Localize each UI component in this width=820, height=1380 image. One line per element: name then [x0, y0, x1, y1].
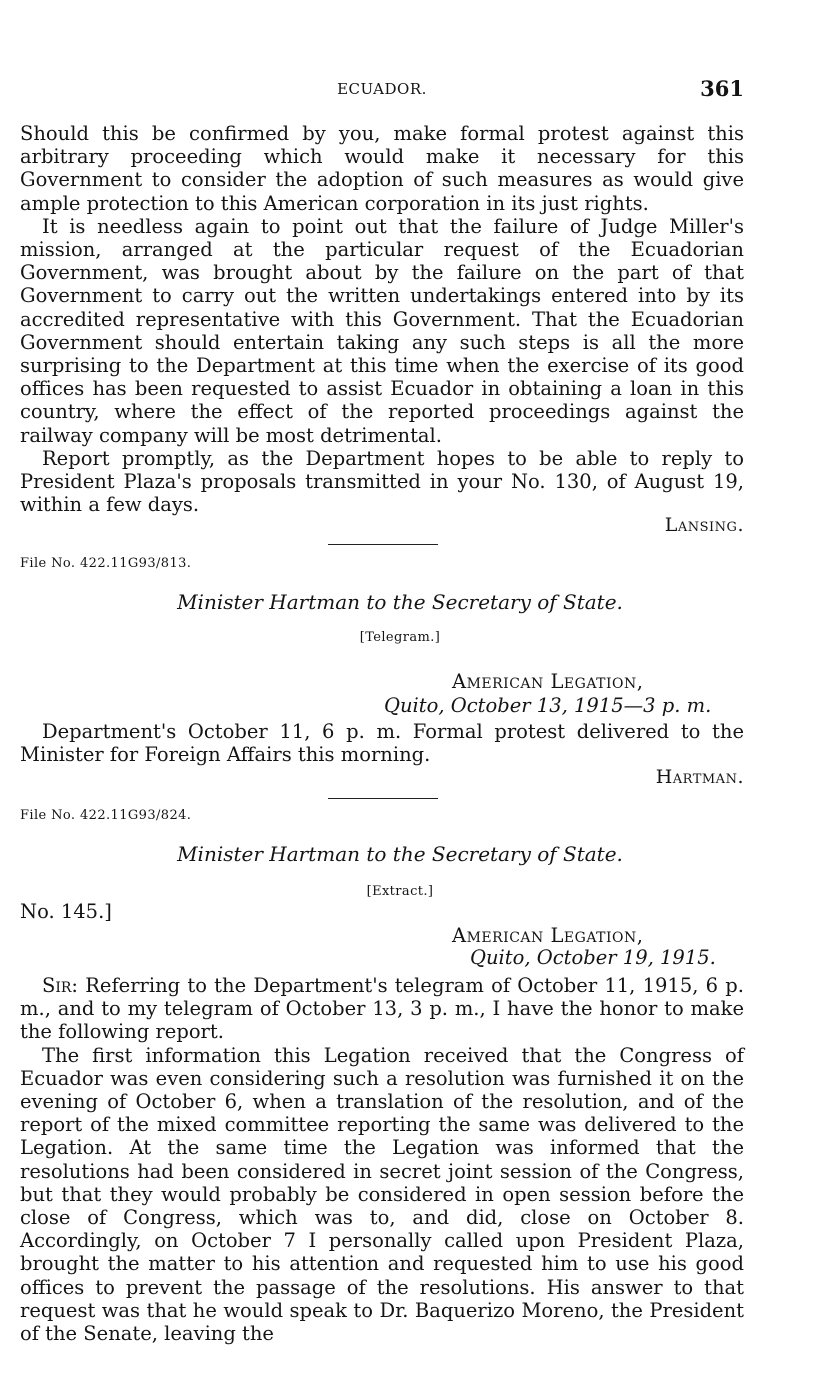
location-line: American Legation,: [452, 924, 644, 947]
file-number: File No. 422.11G93/824.: [20, 808, 192, 823]
document-title: Minister Hartman to the Secretary of State.: [177, 590, 623, 614]
divider: [328, 798, 438, 799]
paragraph: Report promptly, as the Department hopes to be able to reply to President Plaza's proposals transmitted in your No. 130, of August 19, within a few days.: [20, 446, 744, 517]
divider: [328, 544, 438, 545]
letter-continuation: [20, 122, 744, 516]
signature: Hartman.: [655, 766, 744, 788]
running-head: ECUADOR.: [337, 80, 427, 98]
page-header: [20, 76, 744, 102]
report-body: [20, 974, 744, 1345]
paragraph: Department's October 11, 6 p. m. Formal protest delivered to the Minister for Foreign Affairs this morning.: [20, 720, 744, 767]
paragraph: The first information this Legation received that the Congress of Ecuador was even considering such a resolution was furnished it on the evening of October 6, when a translation of the resolution, and of the report of the mixed committee reporting the same was delivered to the Legation. At the same time the Legation was informed that the resolutions had been considered in secret joint session of the Congress, but that they would probably be considered in open session before the close of Congress, which was to, and did, close on October 8. Accordingly, on October 7 I personally called upon President Plaza, brought the matter to his attention and requested him to use his good offices to prevent the passage of the resolutions. His answer to that request was that he would speak to Dr. Baquerizo Moreno, the President of the Senate, leaving the: [20, 1043, 744, 1346]
document-type: [Telegram.]: [359, 630, 441, 645]
file-number: File No. 422.11G93/813.: [20, 556, 192, 571]
document-number: No. 145.]: [20, 900, 112, 923]
paragraph: It is needless again to point out that the failure of Judge Miller's mission, arranged at the particular request of the Ecuadorian Government, was brought about by the failure on the part of that Government to carry out the written undertakings entered into by its accredited representative with this Government. That the Ecuadorian Government should entertain taking any such steps is all the more surprising to the Department at this time when the exercise of its good offices has been requested to assist Ecuador in obtaining a loan in this country, where the effect of the reported proceedings against the railway company will be most detrimental.: [20, 214, 744, 447]
document-title: Minister Hartman to the Secretary of State.: [177, 842, 623, 866]
paragraph: [20, 974, 744, 1044]
page-number: 361: [700, 76, 744, 101]
dateline: Quito, October 13, 1915—3 p. m.: [384, 694, 712, 717]
dateline: Quito, October 19, 1915.: [470, 946, 716, 969]
location-line: American Legation,: [452, 670, 644, 693]
telegram-body: [20, 720, 744, 766]
salutation: Sir:: [42, 974, 78, 997]
document-type: [Extract.]: [366, 884, 434, 899]
paragraph-text: Referring to the Department's telegram of October 11, 1915, 6 p. m., and to my telegram of October 13, 3 p. m., I have the honor to make the following report.: [20, 974, 744, 1044]
signature: Lansing.: [664, 514, 744, 536]
paragraph: Should this be confirmed by you, make formal protest against this arbitrary proceeding which would make it necessary for this Government to consider the adoption of such measures as would give ample protection to this American corporation in its just rights.: [20, 122, 744, 215]
